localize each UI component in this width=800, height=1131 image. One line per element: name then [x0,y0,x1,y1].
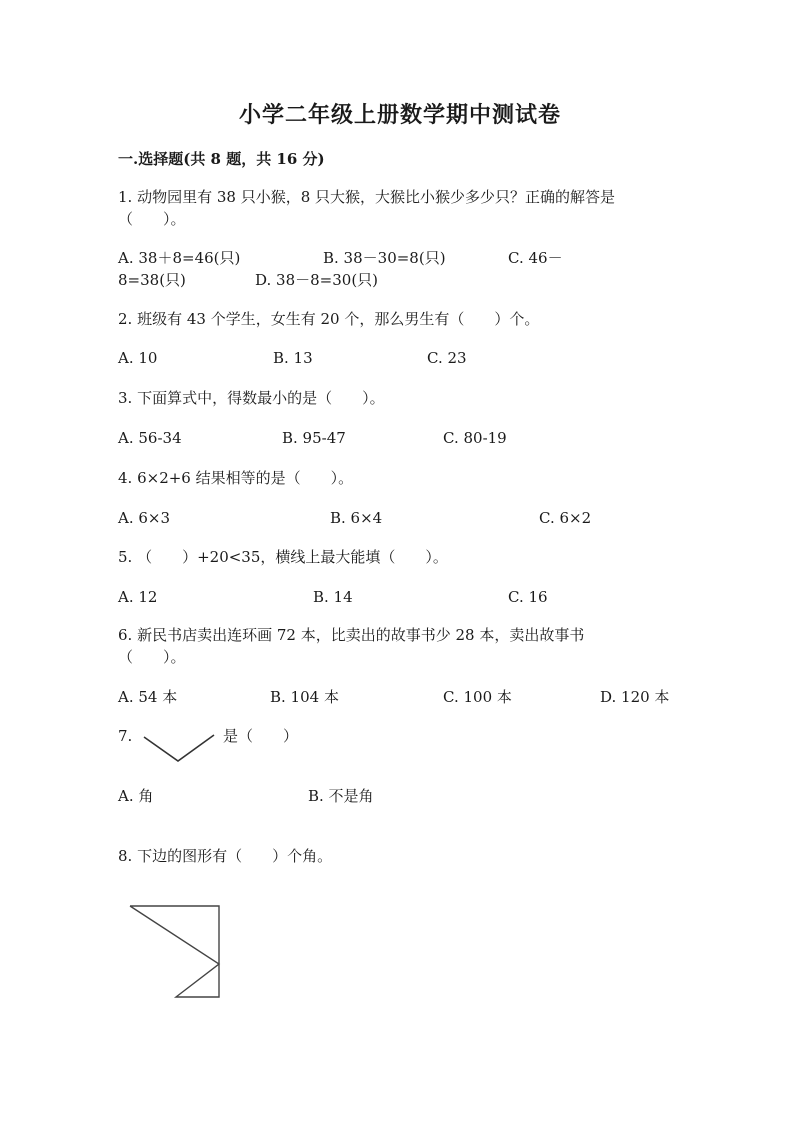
question-1-stem: 1. 动物园里有 38 只小猴，8 只大猴，大猴比小猴少多少只？正确的解答是 [118,188,616,206]
question-5-stem: 5. （ ）+20<35，横线上最大能填（ ）。 [118,548,448,566]
page-title: 小学二年级上册数学期中测试卷 [238,102,561,128]
section-heading: 一.选择题(共 8 题，共 16 分) [118,150,325,168]
question-1-option-a: A. 38＋8=46(只) [118,249,241,267]
question-4-option-c: C. 6×2 [539,509,592,527]
question-8-stem: 8. 下边的图形有（ ）个角。 [118,847,333,865]
question-1-option-b: B. 38－30=8(只) [323,249,446,267]
question-3-option-a: A. 56-34 [118,429,182,447]
question-7-option-a: A. 角 [118,787,154,805]
question-2-stem: 2. 班级有 43 个学生，女生有 20 个，那么男生有（ ）个。 [118,310,540,328]
question-6-stem: 6. 新民书店卖出连环画 72 本，比卖出的故事书少 28 本，卖出故事书 [118,626,585,644]
question-3-option-c: C. 80-19 [443,429,507,447]
question-4-option-b: B. 6×4 [330,509,383,527]
question-6-option-a: A. 54 本 [118,688,178,706]
question-7-option-b: B. 不是角 [308,787,374,805]
question-1-option-c-cont: 8=38(只) [118,271,186,289]
question-3-option-b: B. 95-47 [282,429,346,447]
question-6-option-c: C. 100 本 [443,688,512,706]
question-5-option-c: C. 16 [508,588,548,606]
question-6-stem-cont: （ ）。 [118,648,186,666]
question-2-option-b: B. 13 [273,349,313,367]
question-1-option-d: D. 38－8=30(只) [255,271,379,289]
question-2-option-c: C. 23 [427,349,467,367]
question-3-stem: 3. 下面算式中，得数最小的是（ ）。 [118,389,385,407]
angle-shape-figure [126,903,226,1003]
question-6-option-d: D. 120 本 [600,688,670,706]
question-4-stem: 4. 6×2+6 结果相等的是（ ）。 [118,469,354,487]
question-6-option-b: B. 104 本 [270,688,339,706]
bent-line-figure [142,732,218,764]
question-1-option-c: C. 46－ [508,249,563,267]
question-1-stem-cont: （ ）。 [118,210,186,228]
question-7-number: 7. [118,727,133,745]
question-2-option-a: A. 10 [118,349,158,367]
question-7-stem: 是（ ） [223,727,299,745]
question-4-option-a: A. 6×3 [118,509,171,527]
question-5-option-b: B. 14 [313,588,353,606]
question-5-option-a: A. 12 [118,588,158,606]
